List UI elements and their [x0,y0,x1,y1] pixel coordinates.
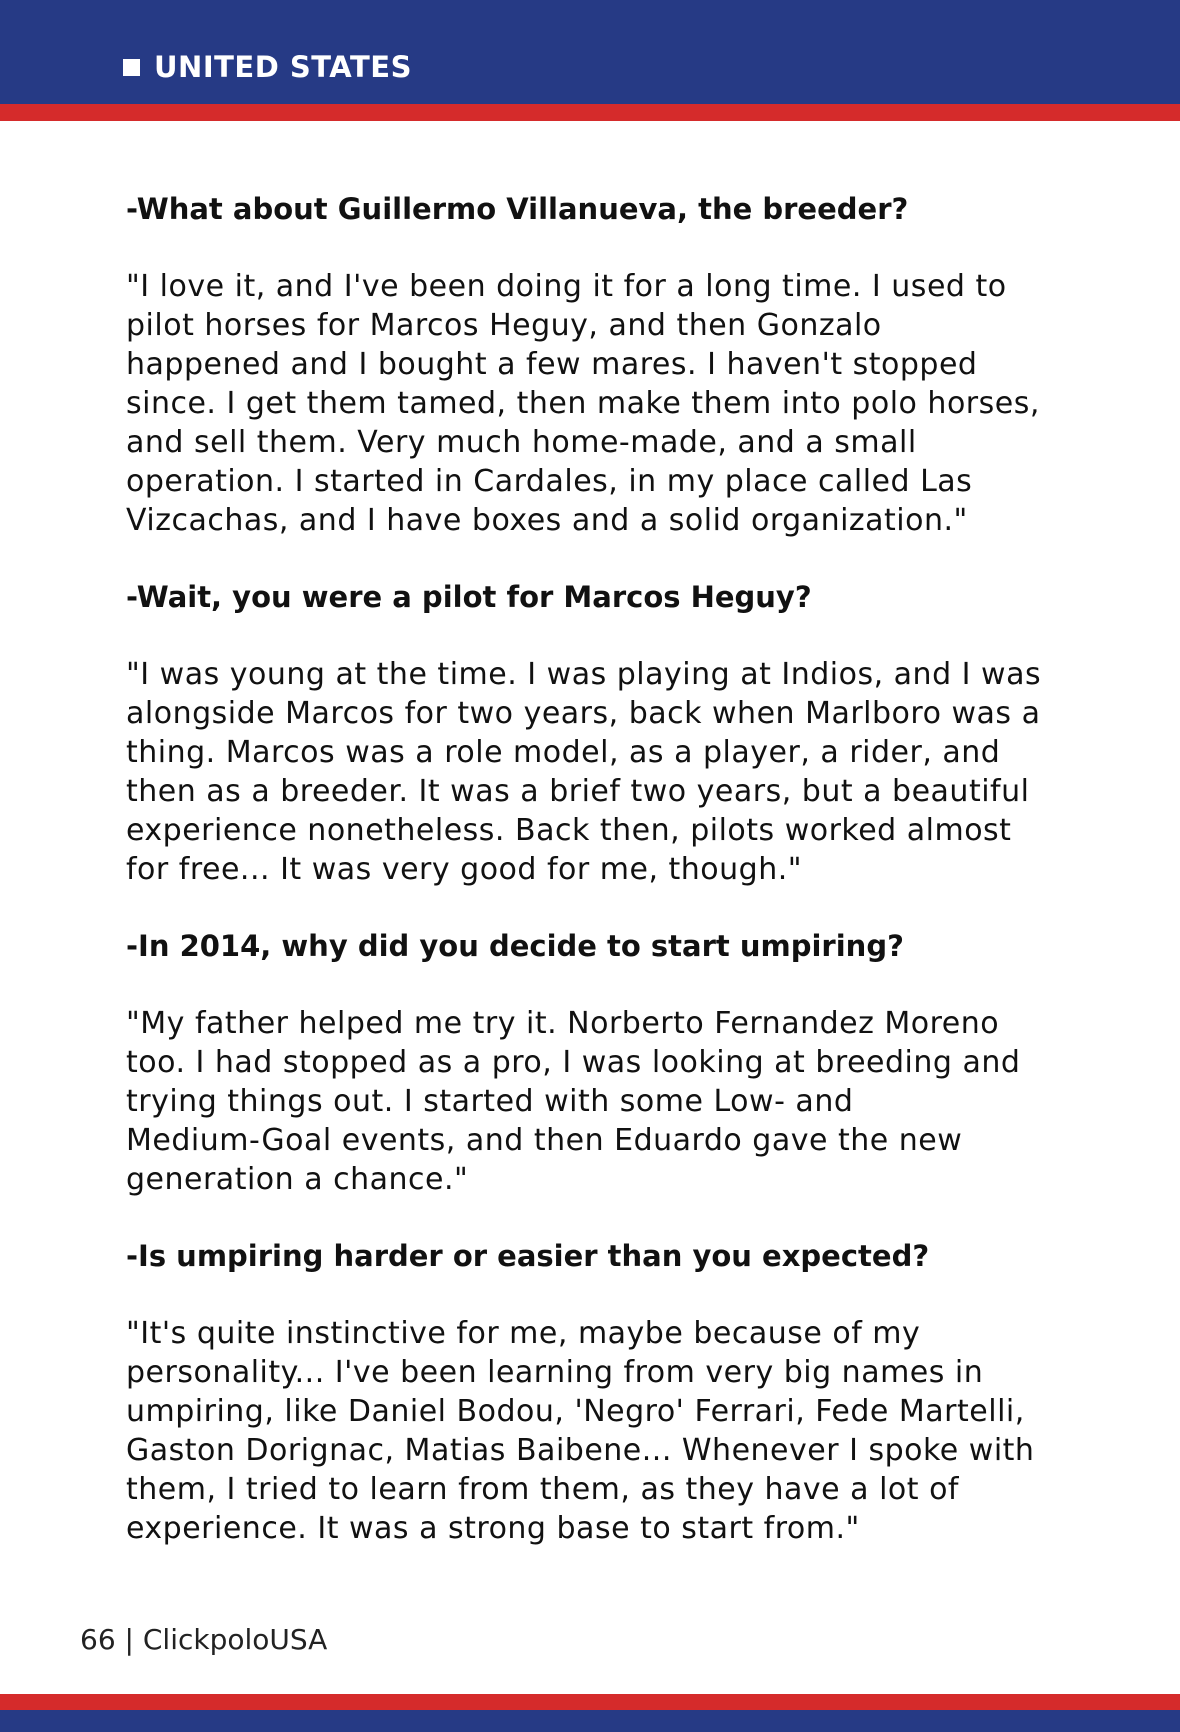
answer-line: Vizcachas, and I have boxes and a solid organization." [126,503,968,538]
answer-line: generation a chance." [126,1162,469,1197]
answer-line: experience nonetheless. Back then, pilots worked almost [126,813,1012,848]
answer-line: experience. It was a strong base to start from." [126,1511,860,1546]
answer-line: then as a breeder. It was a brief two years, but a beautiful [126,774,1030,809]
answer-line: Gaston Dorignac, Matias Baibene... Whenever I spoke with [126,1433,1035,1468]
answer-line: too. I had stopped as a pro, I was looking at breeding and [126,1045,1021,1080]
answer-line: and sell them. Very much home-made, and a small [126,425,917,460]
footer-bar [0,1710,1180,1732]
answer-line: "It's quite instinctive for me, maybe because of my [126,1316,921,1351]
question-1: -What about Guillermo Villanueva, the breeder? [126,192,909,226]
answer-line: for free... It was very good for me, though." [126,852,803,887]
answer-line: "I love it, and I've been doing it for a long time. I used to [126,269,1007,304]
answer-line: operation. I started in Cardales, in my place called Las [126,464,973,499]
section-label-text: UNITED STATES [154,50,412,84]
answer-1 [126,267,1086,540]
answer-line: alongside Marcos for two years, back when Marlboro was a [126,696,1041,731]
answer-2 [126,655,1086,889]
answer-line: thing. Marcos was a role model, as a player, a rider, and [126,735,1001,770]
answer-3 [126,1004,1086,1199]
answer-line: trying things out. I started with some Low- and [126,1084,854,1119]
answer-4 [126,1314,1086,1548]
answer-line: them, I tried to learn from them, as they have a lot of [126,1472,959,1507]
answer-line: personality... I've been learning from very big names in [126,1355,984,1390]
answer-line: happened and I bought a few mares. I haven't stopped [126,347,978,382]
square-icon [123,59,140,76]
answer-line: "I was young at the time. I was playing at Indios, and I was [126,657,1042,692]
question-4: -Is umpiring harder or easier than you expected? [126,1239,930,1273]
answer-line: umpiring, like Daniel Bodou, 'Negro' Ferrari, Fede Martelli, [126,1394,1025,1429]
question-2: -Wait, you were a pilot for Marcos Heguy? [126,580,812,614]
question-3: -In 2014, why did you decide to start umpiring? [126,929,904,963]
answer-line: "My father helped me try it. Norberto Fernandez Moreno [126,1006,1000,1041]
answer-line: Medium-Goal events, and then Eduardo gave the new [126,1123,963,1158]
interview-body [126,190,1086,1586]
answer-line: pilot horses for Marcos Heguy, and then Gonzalo [126,308,882,343]
answer-line: since. I get them tamed, then make them into polo horses, [126,386,1040,421]
footer-red-stripe [0,1694,1180,1710]
page-footer: 66 | ClickpoloUSA [80,1623,328,1656]
header-red-stripe [0,104,1180,121]
section-label [123,50,412,84]
